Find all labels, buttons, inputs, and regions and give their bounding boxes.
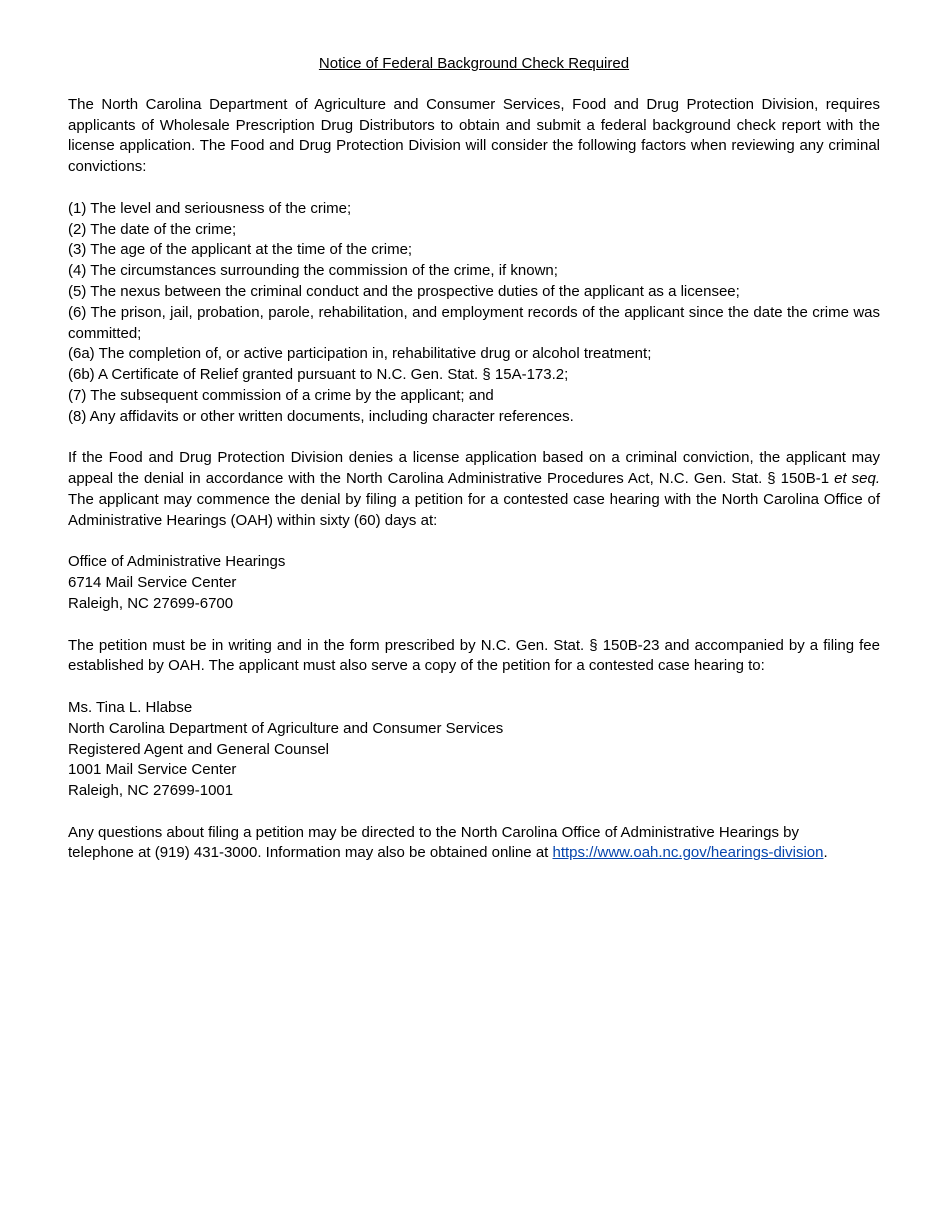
address-line: 6714 Mail Service Center bbox=[68, 574, 237, 592]
factor-item: (8) Any affidavits or other written documents, including character references. bbox=[68, 407, 574, 425]
address-line: 1001 Mail Service Center bbox=[68, 761, 237, 779]
factor-item: (7) The subsequent commission of a crime by the applicant; and bbox=[68, 386, 494, 404]
factor-item: (4) The circumstances surrounding the commission of the crime, if known; bbox=[68, 262, 558, 280]
petition-paragraph: The petition must be in writing and in the form prescribed by N.C. Gen. Stat. § 150B-23 and accompanied by a filing fee established by OAH. The applicant must also serve a copy of the petition for a contested case hearing to: bbox=[68, 636, 880, 675]
address-line: Office of Administrative Hearings bbox=[68, 553, 286, 571]
address-line: Raleigh, NC 27699-6700 bbox=[68, 594, 234, 612]
oah-hearings-link[interactable]: https://www.oah.nc.gov/hearings-division bbox=[552, 844, 824, 862]
appeal-paragraph bbox=[68, 448, 880, 531]
factor-item: (6) The prison, jail, probation, parole, rehabilitation, and employment records of the applicant since the date the crime was committed; bbox=[68, 303, 880, 342]
factor-item: (3) The age of the applicant at the time of the crime; bbox=[68, 241, 413, 259]
counsel-address-block bbox=[68, 698, 880, 802]
appeal-et-seq: et seq. bbox=[834, 470, 880, 488]
appeal-text-continued: The applicant may commence the denial by filing a petition for a contested case hearing with the North Carolina Office of Administrative Hearings (OAH) within sixty (60) days at: bbox=[68, 490, 880, 529]
questions-paragraph bbox=[68, 823, 880, 865]
questions-period: . bbox=[823, 844, 828, 862]
factor-item: (5) The nexus between the criminal conduct and the prospective duties of the applicant as a licensee; bbox=[68, 282, 740, 300]
oah-address-block bbox=[68, 552, 880, 614]
factors-list bbox=[68, 199, 880, 428]
document-title: Notice of Federal Background Check Required bbox=[318, 55, 630, 72]
address-line: Ms. Tina L. Hlabse bbox=[68, 698, 193, 716]
appeal-text: If the Food and Drug Protection Division denies a license application based on a criminal conviction, the applicant may appeal the denial in accordance with the North Carolina Administrative Procedures Act, N.C. Gen. Stat. § 150B-1 bbox=[68, 449, 880, 488]
address-line: North Carolina Department of Agriculture and Consumer Services bbox=[68, 719, 504, 737]
notice-document bbox=[68, 54, 880, 885]
address-line: Registered Agent and General Counsel bbox=[68, 740, 330, 758]
address-line: Raleigh, NC 27699-1001 bbox=[68, 782, 234, 800]
questions-text-continued: telephone at (919) 431-3000. Information may also be obtained online at bbox=[68, 844, 553, 862]
factor-item: (6b) A Certificate of Relief granted pursuant to N.C. Gen. Stat. § 15A-173.2; bbox=[68, 366, 569, 384]
questions-text: Any questions about filing a petition may be directed to the North Carolina Office of Administrative Hearings by bbox=[68, 823, 799, 841]
factor-item: (6a) The completion of, or active participation in, rehabilitative drug or alcohol treatment; bbox=[68, 345, 652, 363]
factor-item: (2) The date of the crime; bbox=[68, 220, 237, 238]
intro-paragraph: The North Carolina Department of Agriculture and Consumer Services, Food and Drug Protection Division, requires applicants of Wholesale Prescription Drug Distributors to obtain and submit a federal background check report with the license application. The Food and Drug Protection Division will consider the following factors when reviewing any criminal convictions: bbox=[68, 95, 880, 176]
factor-item: (1) The level and seriousness of the crime; bbox=[68, 199, 352, 217]
